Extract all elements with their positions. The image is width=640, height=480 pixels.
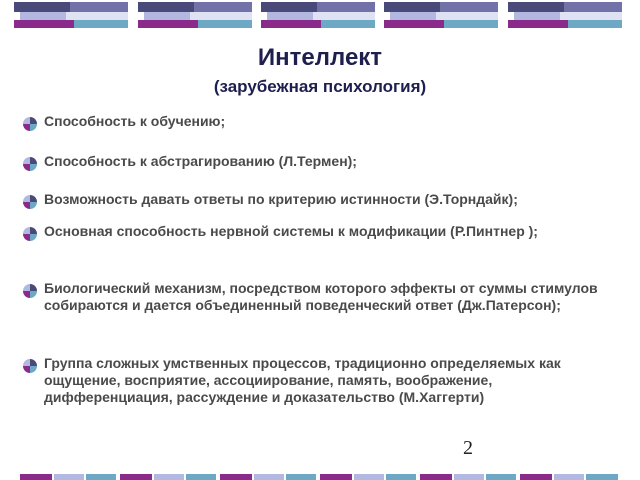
footer-segment <box>486 474 516 480</box>
pie-bullet-icon <box>22 156 38 172</box>
pie-bullet-icon <box>22 194 38 210</box>
footer-segment <box>186 474 216 480</box>
footer-segment <box>220 474 252 480</box>
footer-segment <box>386 474 416 480</box>
list-item-text: Способность к обучению; <box>44 113 226 129</box>
header-tile <box>138 2 258 30</box>
header-tile <box>261 2 381 30</box>
footer-segment <box>454 474 484 480</box>
pie-bullet-icon <box>22 226 38 242</box>
header-tile <box>14 2 134 30</box>
footer-segment <box>254 474 284 480</box>
footer-segment <box>554 474 584 480</box>
footer-segment <box>320 474 352 480</box>
slide-subtitle: (зарубежная психология) <box>213 77 427 96</box>
footer-segment <box>54 474 84 480</box>
footer-segment <box>420 474 452 480</box>
pie-bullet-icon <box>22 116 38 132</box>
pie-bullet-icon <box>22 358 38 374</box>
list-item-text: Биологический механизм, посредством которого эффекты от суммы стимулов собираются и дается объединенный поведенческий ответ (Дж.Патерсон); <box>44 280 598 313</box>
list-item-text: Возможность давать ответы по критерию истинности (Э.Торндайк); <box>44 191 518 207</box>
list-item-text: Способность к абстрагированию (Л.Термен); <box>44 153 357 169</box>
footer-segment <box>586 474 618 480</box>
footer-segment <box>86 474 116 480</box>
pie-bullet-icon <box>22 283 38 299</box>
slide-title: Интеллект <box>257 44 383 71</box>
footer-segment <box>20 474 52 480</box>
footer-segment <box>154 474 184 480</box>
header-decoration <box>0 2 640 32</box>
list-item-text: Группа сложных умственных процессов, традиционно определяемых как ощущение, восприятие, ассоциирование, память, воображение, дифференциация, рассуждение и доказательство (М.Хаггерти) <box>44 355 561 405</box>
footer-segment <box>120 474 152 480</box>
footer-segment <box>520 474 552 480</box>
footer-decoration <box>20 474 620 480</box>
page-number: 2 <box>463 437 473 459</box>
footer-segment <box>354 474 384 480</box>
header-tile <box>384 2 504 30</box>
header-tile <box>508 2 628 30</box>
list-item-text: Основная способность нервной системы к модификации (Р.Пинтнер ); <box>44 223 538 239</box>
footer-segment <box>286 474 316 480</box>
